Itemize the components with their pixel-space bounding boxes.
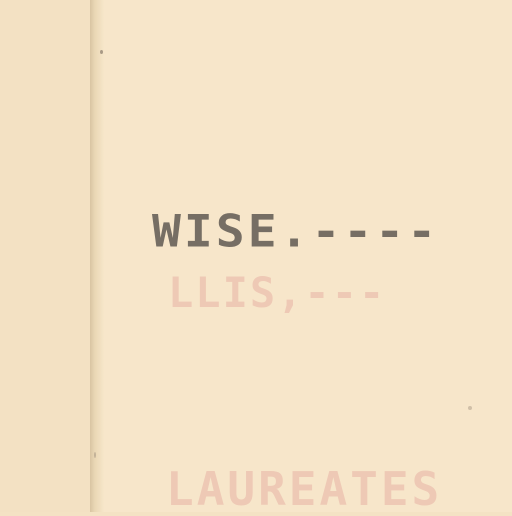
paper-speck: [94, 452, 96, 458]
paper-speck: [468, 406, 472, 410]
bleed-through-text-2: LAUREATES: [166, 462, 443, 516]
paper-speck: [100, 50, 103, 54]
book-spine-fold: [90, 0, 104, 512]
bleed-through-text-1: LLIS,---: [168, 268, 387, 317]
left-page: [0, 0, 92, 512]
typed-text-line: WISE.----: [152, 206, 440, 258]
